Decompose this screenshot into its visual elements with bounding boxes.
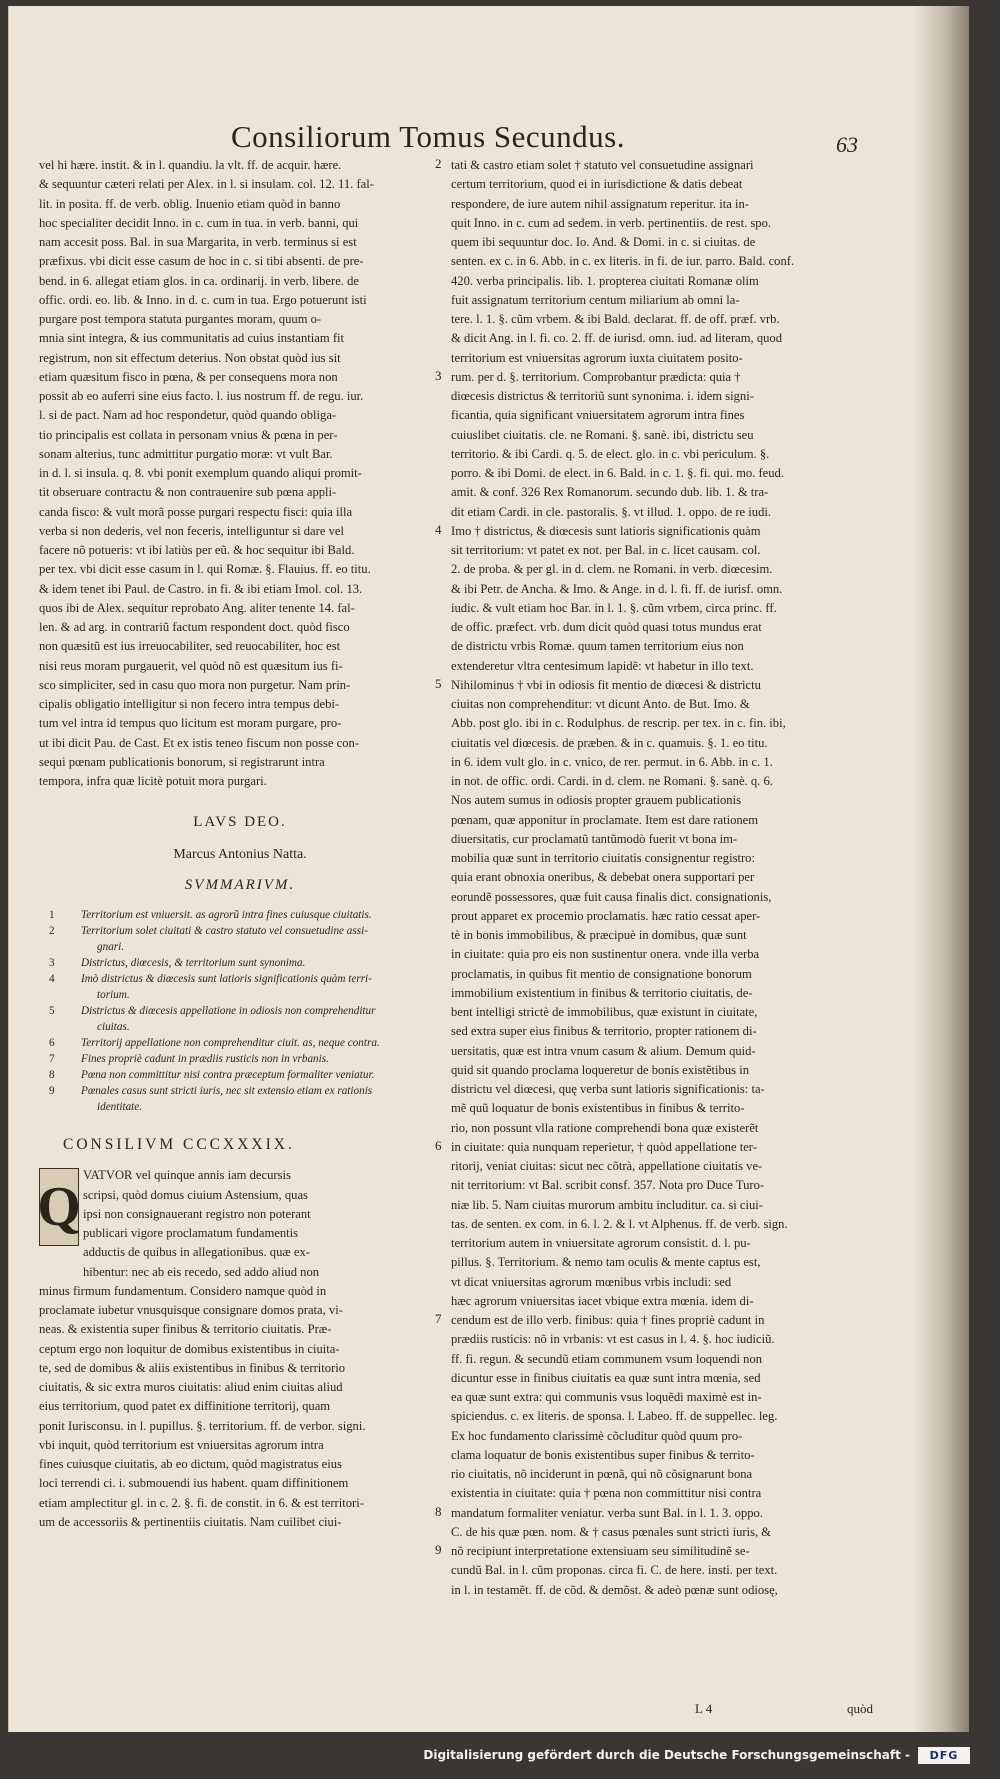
text-line: ff. fi. regun. & secundũ etiam communem vsum loquendi non — [451, 1351, 763, 1366]
summarium-text: gnari. — [97, 941, 125, 953]
text-line: eius territorium, quod patet ex diffinitione territorij, quam — [39, 1399, 331, 1414]
text-line: Nos autem sumus in odiosis propter grauem publicationis — [451, 793, 741, 808]
text-line: VATVOR vel quinque annis iam decursis — [83, 1168, 291, 1183]
text-line: prædiis rusticis: nõ in vrbanis: vt est casus in l. 4. §. hoc iudiciũ. — [451, 1332, 775, 1347]
consilium-heading: CONSILIVM CCCXXXIX. — [63, 1136, 295, 1153]
text-line: proclamatis, in quibus fit mentio de consignatione bonorum — [451, 966, 752, 981]
text-line: fuit assignatum territorium centum miliarium ab omni la- — [451, 292, 740, 307]
text-line: respondere, de iure autem nihil assignatum reperitur. ita in- — [451, 196, 749, 211]
text-line: de districtu vrbis Romæ. quum tamen territorium eius non — [451, 639, 744, 654]
text-line: senten. ex c. in 6. Abb. in c. ex literis. in fi. de iur. parro. Bald. conf. — [451, 254, 795, 269]
dropcap-lines — [39, 1166, 441, 1282]
text-line: rio, non possunt vlla ratione comprehendi bona quæ existerẽt — [451, 1120, 759, 1135]
summarium-number: 6 — [49, 1037, 55, 1049]
summarium-item — [39, 1035, 441, 1051]
book-page — [8, 6, 969, 1732]
text-line: in ciuitate: quia nunquam reperietur, † quòd appellatione ter- — [451, 1139, 757, 1154]
text-line: ciuitas non comprehenditur: vt dicunt Anto. de But. Imo. & — [451, 697, 750, 711]
text-line: fines cuiusque ciuitatis, ab eo dictum, quòd magistratus eius — [39, 1457, 342, 1471]
text-line: mandatum formaliter veniatur. verba sunt Bal. in l. 1. 3. oppo. — [451, 1505, 763, 1520]
text-line: tè in bonis immobilibus, & præcipuè in domibus, quæ sunt — [451, 928, 747, 942]
text-line: proclamate iubetur vnusquisque consignare domos prata, vi- — [39, 1303, 343, 1317]
text-line: neas. & existentia super finibus & territorio ciuitatis. Præ- — [39, 1322, 332, 1337]
text-line: possit ab eo auferri sine eius facto. l. ius nostrum ff. de regu. iur. — [39, 389, 364, 403]
funding-notice: Digitalisierung gefördert durch die Deutsche Forschungsgemeinschaft - — [423, 1748, 910, 1762]
marginal-number: 9 — [435, 1542, 442, 1557]
text-line: sit territorium: vt patet ex not. per Bal. in c. licet causam. col. — [451, 543, 761, 557]
text-line: mobilia quæ sunt in territorio ciuitatis consignentur registro: — [451, 851, 755, 865]
text-line: in d. l. si insula. q. 8. vbi ponit exemplum quando aliqui promit- — [39, 466, 362, 480]
summarium-item — [39, 1003, 441, 1035]
folio-number: 63 — [836, 132, 858, 157]
text-line: bent intelligi strictè de immobilibus, quæ existunt in ciuitate, — [451, 1005, 758, 1019]
text-line: sed extra super eius finibus & territorio, propter rationem di- — [451, 1024, 757, 1039]
running-title: Consiliorum Tomus Secundus. — [231, 119, 625, 154]
marginal-number: 7 — [435, 1311, 442, 1326]
marginal-number: 3 — [435, 367, 442, 383]
summarium-text: Districtus & diœcesis appellatione in odiosis non comprehenditur — [81, 1005, 376, 1017]
text-line: præfixus. vbi dicit esse casum de hoc in c. si tibi absenti. de pre- — [39, 254, 364, 269]
text-line: Abb. post glo. ibi in c. Rodulphus. de rescrip. per tex. in c. fin. ibi, — [451, 716, 786, 731]
text-line: nisi reus moram purgauerit, vel quòd nõ est quæsitum ius fi- — [39, 658, 343, 673]
text-line: Imo † districtus, & diœcesis sunt latioris significationis quàm — [451, 523, 761, 538]
text-line: tati & castro etiam solet † statuto vel consuetudine assignari — [451, 158, 754, 172]
marginal-number: 2 — [435, 156, 442, 171]
summarium-heading: SVMMARIVM. — [184, 876, 296, 893]
text-line: publicari vigore proclamatum fundamentis — [83, 1226, 299, 1240]
summarium-number: 1 — [49, 909, 55, 921]
text-line: rum. per d. §. territorium. Comprobantur prædicta: quia † — [451, 369, 741, 384]
text-line: adductis de quibus in allegationibus. quæ ex- — [83, 1245, 311, 1260]
text-line: nit territorium: vt Bal. scribit consf. 357. Nota pro Duce Turo- — [451, 1178, 765, 1193]
text-line: dicuntur esse in finibus ciuitatis ea quæ sunt intra mœnia, sed — [451, 1370, 761, 1385]
text-line: te, sed de domibus & aliis existentibus in finibus & territorio — [39, 1360, 346, 1375]
footer-bar — [0, 1738, 1000, 1779]
text-line: ciuitatis, & sic extra muros ciuitatis: aliud enim ciuitas aliud — [39, 1380, 343, 1394]
text-line: ceptum ergo non loquitur de domibus existentibus in ciuita- — [39, 1341, 340, 1356]
summarium-item — [39, 1067, 441, 1083]
text-line: non quæsitũ est ius irreuocabiliter, sed reuocabiliter, hoc est — [39, 639, 341, 654]
text-line: mẽ quũ loquatur de bonis existentibus in finibus & territo- — [451, 1101, 745, 1116]
text-line: quem ibi sequuntur doc. Io. And. & Domi. in c. si ciuitas. de — [451, 235, 756, 249]
right-column — [451, 156, 926, 1600]
author-name: Marcus Antonius Natta. — [173, 846, 307, 862]
text-line: sequi pœnam publicationis bonorum, si registrarunt intra — [39, 754, 325, 769]
text-line: tum vel intra id tempus quo licitum est moram purgare, pro- — [39, 716, 342, 731]
text-line: & ibi Petr. de Ancha. & Imo. & Ange. in d. l. fi. ff. de iurisf. omn. — [451, 581, 783, 596]
text-line: 420. verba principalis. lib. 1. propterea ciuitati Romanæ olim — [451, 273, 759, 288]
text-line: & idem tenet ibi Paul. de Castro. in fi. & ibi etiam Imol. col. 13. — [39, 581, 363, 596]
summarium-text: ciuitas. — [97, 1021, 130, 1033]
laus-deo: LAVS DEO. — [193, 814, 287, 831]
text-line: & sequuntur cæteri relati per Alex. in l. si insulam. col. 12. 11. fal- — [39, 177, 374, 192]
summarium-number: 5 — [49, 1005, 55, 1017]
text-line: eorundẽ possessores, quæ fuit causa finalis dict. consignationis, — [451, 889, 772, 904]
text-line: offic. ordi. eo. lib. & Inno. in d. c. cum in tua. Ergo potuerunt isti — [39, 292, 367, 307]
text-line: & dicit Ang. in l. fi. co. 2. ff. de iurisd. omn. iud. ad literam, quod — [451, 331, 783, 346]
left-column — [39, 156, 441, 1532]
text-line: 2. de proba. & per gl. in d. clem. ne Romani. in verb. diœcesim. — [451, 562, 773, 577]
text-line: etiam quæsitum fisco in pœna, & per consequens mora non — [39, 369, 338, 384]
summarium-number: 4 — [49, 973, 55, 985]
text-line: amit. & conf. 326 Rex Romanorum. secundo dub. lib. 1. & tra- — [451, 485, 769, 500]
text-line: iudic. & vult etiam hoc Bar. in l. 1. §. cũm vrbem, circa princ. ff. — [451, 600, 777, 615]
left-text-bottom — [39, 1282, 441, 1532]
text-line: loci terrendi ci. i. submouendi ius habent. quam diffinitionem — [39, 1476, 349, 1491]
text-line: tempora, infra quæ licitè potuit mora purgari. — [39, 774, 267, 788]
summarium-number: 7 — [49, 1053, 55, 1065]
marginal-number: 5 — [435, 675, 442, 691]
text-line: minus firmum fundamentum. Considero namque quòd in — [39, 1283, 327, 1298]
text-line: C. de his quæ pœn. nom. & † casus pœnales sunt stricti iuris, & — [451, 1524, 772, 1539]
text-line: quit Inno. in c. cum ad sedem. in verb. pertinentiis. de rest. spo. — [451, 215, 772, 230]
text-line: in not. de offic. ordi. Cardi. in d. clem. ne Romani. §. sanè. q. 6. — [451, 774, 773, 788]
running-header — [9, 119, 969, 159]
text-line: facere nõ potueris: vt ibi latiùs per eũ. & hoc sequitur ibi Bald. — [39, 543, 355, 557]
text-line: cendum est de illo verb. finibus: quia † fines propriè cadunt in — [451, 1313, 765, 1327]
opening-paragraph — [39, 1166, 441, 1282]
text-line: purgare post tempora statuta purgantes moram, quum o- — [39, 312, 322, 326]
summarium-text: Territorij appellatione non comprehenditur ciuit. as, neque contra. — [81, 1037, 380, 1049]
text-line: tas. de senten. ex com. in 6. l. 2. & l. vt Alphenus. ff. de verb. sign. — [451, 1216, 788, 1231]
text-line: spiciendus. c. ex literis. de sponsa. l. Labeo. ff. de suppellec. leg. — [451, 1409, 778, 1424]
text-line: porro. & ibi Domi. de elect. in 6. Bald. in c. 1. §. fi. qui. mo. feud. — [451, 466, 784, 480]
text-line: ficantia, quia significant vniuersitatem agrorum intra fines — [451, 408, 745, 423]
summarium-number: 3 — [49, 957, 55, 969]
dfg-logo: DFG — [918, 1747, 970, 1764]
text-line: in ciuitate: quia pro eis non sustinentur onera. vnde illa verba — [451, 947, 760, 962]
text-line: extenderetur vltra centesimum lapidẽ: vt habetur in illo text. — [451, 658, 754, 673]
summarium-text: Imò districtus & diœcesis sunt latioris significationis quàm terri- — [81, 973, 372, 985]
text-line: certum territorium, quod ei in iurisdictione & datis debeat — [451, 177, 743, 192]
catchword: quòd — [847, 1701, 873, 1716]
summarium-text: torium. — [97, 989, 130, 1001]
text-line: lit. in posita. ff. de verb. oblig. Inuenio etiam quòd in banno — [39, 196, 341, 211]
summarium-text: Pœnales casus sunt stricti iuris, nec sit extensio etiam ex rationis — [81, 1085, 373, 1097]
text-line: verba si non dederis, vel non feceris, intelliguntur si dare vel — [39, 523, 344, 538]
text-line: districtu vel diœcesi, quę verba sunt latioris significationis: ta- — [451, 1082, 765, 1096]
summarium-list — [39, 907, 441, 1115]
summarium-text: Pœna non committitur nisi contra præceptum formaliter veniatur. — [81, 1069, 375, 1081]
text-line: ut ibi dicit Pau. de Cast. Et ex istis teneo fiscum non posse con- — [39, 735, 360, 750]
text-line: sco simpliciter, sed in casu quo mora non purgetur. Nam prin- — [39, 677, 351, 692]
text-line: nam accesit poss. Bal. in sua Margarita, in verb. terminus si est — [39, 235, 357, 249]
summarium-number: 8 — [49, 1069, 55, 1081]
text-line: um de accessoriis & pertinentiis ciuitatis. Nam cuilibet ciui- — [39, 1514, 342, 1529]
text-line: vel hi hære. instit. & in l. quandiu. la vlt. ff. de acquir. hære. — [39, 158, 342, 172]
summarium-text: Districtus, diœcesis, & territorium sunt synonima. — [81, 957, 306, 969]
marginal-number: 8 — [435, 1503, 442, 1519]
text-line: tit obseruare contractu & non contrauenire sub pœna appli- — [39, 485, 337, 500]
left-text-top — [39, 156, 441, 791]
text-line: hoc specialiter decidit Inno. in c. cum in tua. in verb. banni, qui — [39, 215, 359, 230]
text-line: hibentur: nec ab eis recedo, sed addo aliud non — [83, 1264, 320, 1279]
text-line: l. si de pact. Nam ad hoc respondetur, quòd quando obliga- — [39, 408, 337, 423]
text-line: territorio. & ibi Cardi. q. 5. de elect. glo. in c. vbi periculum. §. — [451, 446, 770, 461]
text-line: ciuitatis vel diœcesis. de præben. & in c. quamuis. §. 1. eo titu. — [451, 735, 768, 750]
text-line: pœnam, quæ apponitur in proclamate. Item est dare rationem — [451, 812, 759, 827]
text-line: de offic. præfect. vrb. dum dicit quòd quasi totus mundus erat — [451, 620, 762, 634]
text-line: sonam alterius, tunc admittitur purgatio moræ: vt vult Bar. — [39, 446, 333, 461]
text-line: bend. in 6. allegat etiam glos. in ca. ordinarij. in verb. libere. de — [39, 273, 359, 288]
text-line: quia erant obnoxia oneribus, & debebat onera supportari per — [451, 870, 755, 885]
text-line: diœcesis districtus & territoriũ sunt synonima. i. idem signi- — [451, 389, 754, 403]
right-text — [451, 156, 926, 1600]
summarium-text: identitate. — [97, 1101, 143, 1113]
text-line: existentia in ciuitate: quia † pœna non committitur nisi contra — [451, 1486, 762, 1501]
marginal-number: 6 — [435, 1137, 442, 1153]
text-line: vt dicat vniuersitas agrorum mœnibus vrbis includi: sed — [451, 1274, 732, 1289]
summarium-item — [39, 923, 441, 955]
text-line: hæc agrorum vniuersitas iacet vbique extra mœnia. idem di- — [451, 1293, 754, 1308]
summarium-number: 9 — [49, 1085, 55, 1097]
marginal-number: 4 — [435, 521, 442, 537]
text-line: ritorij, veniat ciuitas: sicut nec cõtrà, appellatione ciuitatis ve- — [451, 1159, 763, 1173]
summarium-item — [39, 1083, 441, 1115]
text-line: ponit Iurisconsu. in l. pupillus. §. territorium. ff. de verbor. signi. — [39, 1418, 366, 1433]
summarium-item — [39, 1051, 441, 1067]
summarium-item — [39, 907, 441, 923]
text-line: scripsi, quòd domus ciuium Astensium, quas — [83, 1187, 308, 1202]
text-line: len. & ad arg. in contrariũ factum respondent doct. quòd fisco — [39, 620, 350, 634]
text-line: vbi inquit, quòd territorium est vniuersitas agrorum intra — [39, 1437, 324, 1452]
text-line: ea quæ sunt extra: qui communis vsus loquẽdi maximè est in- — [451, 1390, 762, 1404]
text-line: rio ciuitatis, nõ inciderunt in pœnã, qui nõ cõsignarunt bona — [451, 1467, 753, 1481]
text-line: quid sit quando proclama loqueretur de bonis existẽtibus in — [451, 1062, 749, 1077]
text-line: prout apparet ex procemio proclamatis. hæc ratio cessat aper- — [451, 908, 761, 923]
summarium-text: Fines propriè cadunt in prædiis rusticis non in vrbanis. — [81, 1053, 329, 1065]
text-line: niæ lib. 5. Nam ciuitas murorum ambitu includitur. ca. si ciui- — [451, 1197, 763, 1212]
text-line: cundũ Bal. in l. cũm proponas. circa fi. C. de here. insti. per text. — [451, 1563, 778, 1578]
text-line: cipalis obligatio intelligitur si non fecero intra tempus debi- — [39, 697, 340, 711]
text-line: mnia sint integra, & ius communitatis ad cuius instantiam fit — [39, 331, 345, 346]
text-line: ipsi non consignauerant registro non poterant — [83, 1206, 311, 1221]
decorated-initial: Q — [39, 1168, 79, 1246]
text-line: clama loquatur de bonis existentibus super finibus & territo- — [451, 1447, 755, 1462]
text-line: territorium autem in vniuersitate agrorum consistit. d. l. pu- — [451, 1236, 751, 1250]
text-line: nõ recipiunt interpretatione extensiuam seu similitudinẽ se- — [451, 1544, 750, 1558]
text-line: cuiuslibet ciuitatis. cle. ne Romani. §. sanè. ibi, districtu seu — [451, 427, 754, 442]
text-line: registrum, non sit effectum deterius. Non obstat quòd ius sit — [39, 350, 341, 365]
text-line: quos ibi de Alex. sequitur reprobato Ang. aliter tenente 14. fal- — [39, 600, 355, 615]
summarium-item — [39, 971, 441, 1003]
signature-mark: L 4 — [695, 1701, 713, 1716]
text-line: per tex. vbi dicit esse casum in l. qui Romæ. §. Flauius. ff. eo titu. — [39, 562, 371, 577]
summarium-item — [39, 955, 441, 971]
text-line: territorium est vniuersitas agrorum iuxta ciuitatem posito- — [451, 350, 743, 365]
text-line: tere. l. 1. §. cũm vrbem. & ibi Bald. declarat. ff. de off. præf. vrb. — [451, 312, 780, 326]
text-line: Ex hoc fundamento clarissimè cõcluditur quòd quum pro- — [451, 1428, 743, 1443]
text-line: immobilium existentium in finibus & territorio ciuitatis, de- — [451, 985, 753, 1000]
text-line: Nihilominus † vbi in odiosis fit mentio de diœcesi & districtu — [451, 677, 761, 692]
text-line: in l. in testamẽt. ff. de cõd. & demõst. & adeò pœnæ sunt odiosę, — [451, 1582, 778, 1597]
text-line: pillus. §. Territorium. & nemo tam oculis & mente captus est, — [451, 1255, 761, 1270]
text-line: uersitatis, quæ est intra vnum casum & alium. Demum quid- — [451, 1043, 756, 1058]
summarium-text: Territorium est vniuersit. as agrorũ intra fines cuiusque ciuitatis. — [81, 909, 372, 921]
text-line: etiam amplectitur gl. in c. 2. §. fi. de constit. in 6. & est territori- — [39, 1495, 364, 1510]
text-line: tio principalis est collata in personam vnius & pœna in per- — [39, 427, 338, 442]
text-line: diuersitatis, cur proclamatũ tantũmodò fuerit vt bona im- — [451, 831, 738, 846]
text-line: in 6. idem vult glo. in c. vnico, de rer. permut. in 6. Abb. in c. 1. — [451, 754, 773, 769]
text-line: dit etiam Cardi. in cle. pastoralis. §. vt illud. 1. oppo. de re iudi. — [451, 504, 772, 519]
summarium-number: 2 — [49, 925, 55, 937]
summarium-text: Territorium solet ciuitati & castro statuto vel consuetudine assi- — [81, 925, 368, 937]
text-line: canda fisco: & vult morã posse purgari respectu fisci: quia illa — [39, 504, 353, 519]
